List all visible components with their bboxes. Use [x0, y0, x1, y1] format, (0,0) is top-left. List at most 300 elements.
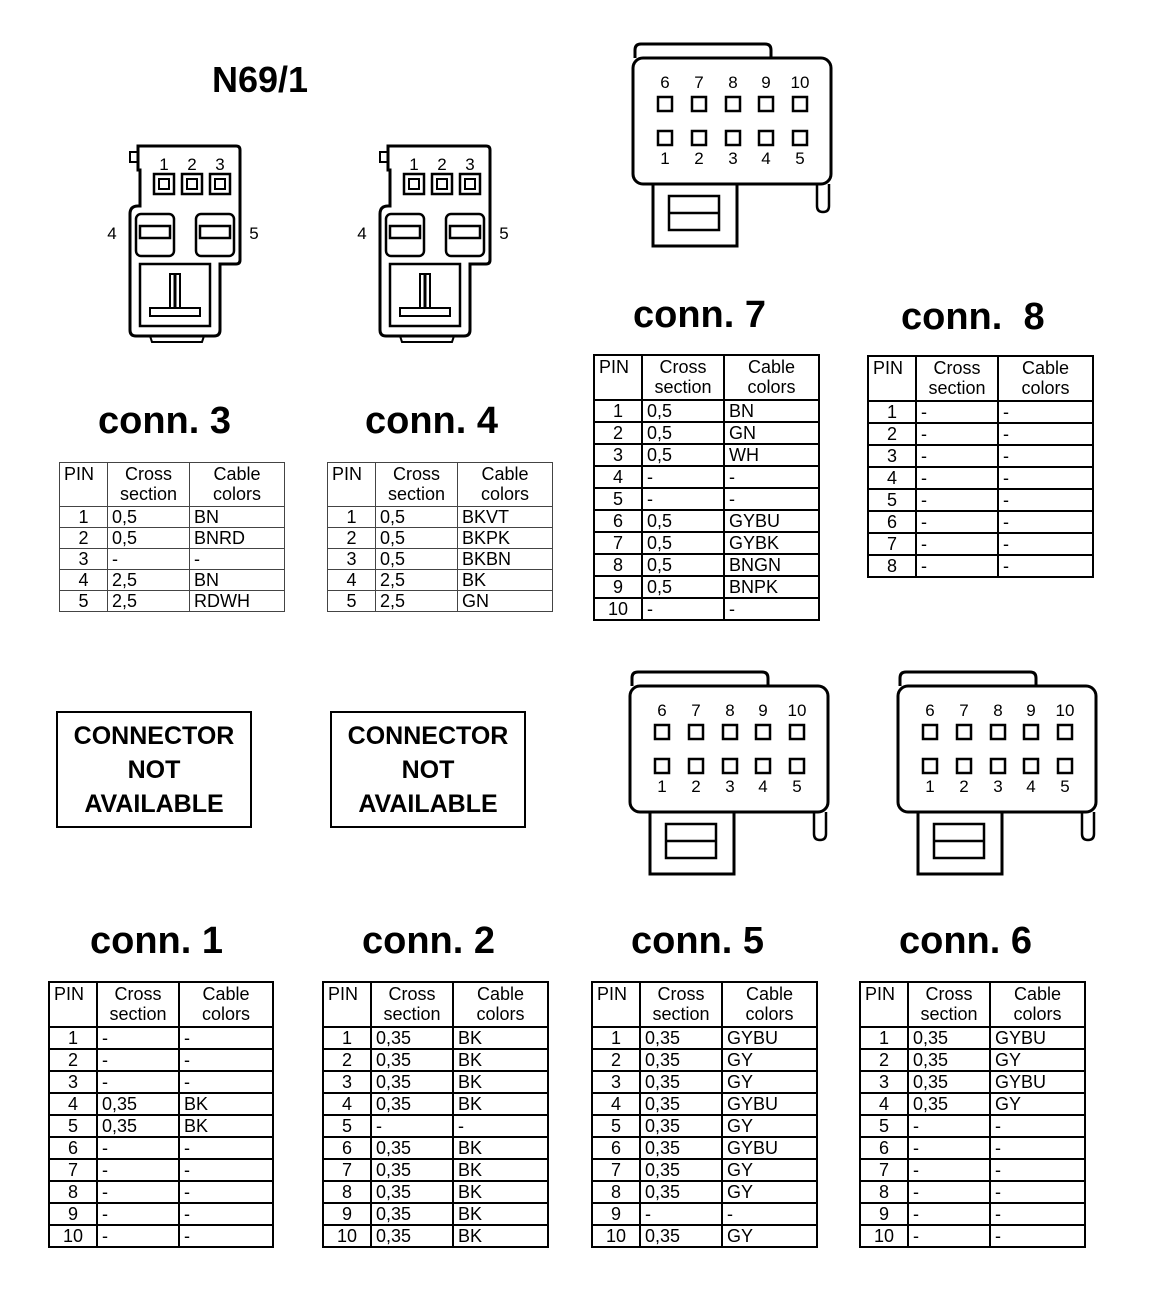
cable-color-cell: RDWH: [190, 591, 285, 612]
cross-section-cell: -: [97, 1203, 179, 1225]
cross-section-header-line2: section: [119, 484, 178, 504]
cable-color-cell: -: [990, 1181, 1085, 1203]
pin-cell: 6: [594, 510, 642, 532]
cross-section-header-line2: section: [387, 484, 446, 504]
cable-colors-header-line1: Cable: [1013, 984, 1062, 1004]
table-row: [592, 1071, 817, 1093]
pin-cell: 8: [860, 1181, 908, 1203]
cable-color-cell: -: [179, 1225, 273, 1247]
cross-section-cell: 0,35: [640, 1071, 722, 1093]
cross-section-header: [97, 982, 179, 1027]
cross-section-cell: 0,35: [640, 1159, 722, 1181]
cable-color-cell: -: [998, 511, 1093, 533]
pin-cell: 3: [868, 445, 916, 467]
cable-color-cell: GY: [722, 1181, 817, 1203]
power-pin-contact: [450, 226, 480, 238]
table-row: [592, 1093, 817, 1115]
table-row: [860, 1159, 1085, 1181]
table-row: [868, 511, 1093, 533]
table-row: [49, 1181, 273, 1203]
pin-number-label: 5: [1060, 777, 1070, 796]
table-row: [860, 1137, 1085, 1159]
cross-section-cell: -: [642, 488, 724, 510]
pin-cavity: [154, 174, 174, 194]
pin-cell: 2: [60, 528, 108, 549]
cross-section-cell: 0,35: [371, 1093, 453, 1115]
table-row: [323, 1203, 548, 1225]
table-row: [592, 1137, 817, 1159]
pin-cell: 8: [49, 1181, 97, 1203]
cross-section-cell: 0,35: [640, 1137, 722, 1159]
table-row: [49, 1115, 273, 1137]
pin-cell: 9: [323, 1203, 371, 1225]
cross-section-cell: -: [97, 1071, 179, 1093]
table-row: [49, 1027, 273, 1049]
cross-section-header-line1: Cross: [925, 984, 973, 1004]
cable-color-cell: -: [179, 1071, 273, 1093]
pin-cavity: [210, 174, 230, 194]
pin-cavity: [404, 174, 424, 194]
not-available-line3: AVAILABLE: [84, 789, 224, 818]
cable-color-cell: BK: [453, 1093, 548, 1115]
pin-header-line1: PIN: [64, 464, 95, 484]
cross-section-header-line2: section: [652, 1004, 710, 1024]
cross-section-cell: 0,35: [371, 1159, 453, 1181]
pin-cell: 4: [592, 1093, 640, 1115]
table-row: [323, 1159, 548, 1181]
pin-number-label: 6: [657, 701, 667, 720]
cable-color-cell: BKPK: [458, 528, 553, 549]
pin-cell: 5: [328, 591, 376, 612]
cable-color-cell: -: [990, 1115, 1085, 1137]
cable-color-cell: -: [179, 1203, 273, 1225]
cable-colors-header: [990, 982, 1085, 1027]
cross-section-header-line1: Cross: [114, 984, 162, 1004]
table-row: [60, 570, 285, 591]
pin-cell: 9: [49, 1203, 97, 1225]
cable-color-cell: -: [453, 1115, 548, 1137]
cable-color-cell: BK: [179, 1115, 273, 1137]
pin-cell: 1: [60, 507, 108, 528]
table-row: [60, 528, 285, 549]
pin-cell: 7: [323, 1159, 371, 1181]
cable-color-cell: -: [998, 445, 1093, 467]
cable-color-cell: GYBU: [990, 1071, 1085, 1093]
cross-section-header: [908, 982, 990, 1027]
cable-color-cell: BK: [179, 1093, 273, 1115]
pin-header: [868, 356, 916, 401]
cross-section-cell: 0,5: [376, 528, 458, 549]
cross-section-header-line2: section: [928, 378, 986, 398]
cable-colors-header-line1: Cable: [481, 464, 529, 484]
table-row: [594, 598, 819, 620]
pin-cell: 8: [323, 1181, 371, 1203]
pin-cell: 10: [860, 1225, 908, 1247]
pin-cell: 5: [49, 1115, 97, 1137]
pin-header: [323, 982, 371, 1027]
table-row: [49, 1203, 273, 1225]
cable-colors-header-line1: Cable: [745, 984, 794, 1004]
cable-color-cell: BN: [190, 570, 285, 591]
cable-colors-header-line1: Cable: [476, 984, 525, 1004]
table-row: [594, 532, 819, 554]
pin-number-label: 3: [728, 149, 738, 168]
not-available-line1: CONNECTOR: [347, 721, 509, 750]
pin-header: [594, 355, 642, 400]
conn7-title: conn. 7: [633, 294, 767, 336]
pin-number-label: 2: [959, 777, 969, 796]
pin-cell: 3: [328, 549, 376, 570]
pin-contact: [159, 179, 169, 189]
pin-cell: 1: [860, 1027, 908, 1049]
table-header-row: [60, 463, 285, 507]
cable-color-cell: BNRD: [190, 528, 285, 549]
pin-cell: 9: [592, 1203, 640, 1225]
table-row: [60, 549, 285, 570]
pin-cell: 6: [323, 1137, 371, 1159]
cross-section-cell: 0,35: [640, 1049, 722, 1071]
table-row: [323, 1093, 548, 1115]
connector-drawing-3: [100, 140, 270, 345]
connector-drawing-5: [622, 668, 837, 883]
pin-cell: 4: [594, 466, 642, 488]
pin-cavity: [432, 174, 452, 194]
table-row: [860, 1225, 1085, 1247]
table-row: [323, 1071, 548, 1093]
pin-cell: 5: [323, 1115, 371, 1137]
conn3-title: conn. 3: [98, 400, 232, 442]
pin-cell: 1: [868, 401, 916, 423]
cable-color-cell: -: [998, 401, 1093, 423]
pin-cell: 1: [328, 507, 376, 528]
pin-cell: 10: [594, 598, 642, 620]
cable-color-cell: BNPK: [724, 576, 819, 598]
cable-color-cell: -: [724, 488, 819, 510]
cable-color-cell: GYBU: [724, 510, 819, 532]
table-row: [594, 400, 819, 422]
pin-header: [328, 463, 376, 507]
cable-color-cell: BK: [458, 570, 553, 591]
cross-section-cell: 2,5: [108, 570, 190, 591]
pin-cell: 7: [592, 1159, 640, 1181]
cross-section-cell: -: [908, 1115, 990, 1137]
cable-color-cell: -: [724, 598, 819, 620]
pin-cell: 8: [868, 555, 916, 577]
table-row: [860, 1027, 1085, 1049]
cross-section-cell: -: [916, 489, 998, 511]
conn3-table: [59, 462, 285, 612]
cross-section-cell: 0,35: [640, 1115, 722, 1137]
cable-colors-header: [458, 463, 553, 507]
pin-cell: 10: [592, 1225, 640, 1247]
cable-color-cell: -: [998, 423, 1093, 445]
cable-color-cell: GN: [458, 591, 553, 612]
cable-color-cell: BKVT: [458, 507, 553, 528]
pin-cell: 6: [592, 1137, 640, 1159]
pin-cell: 8: [594, 554, 642, 576]
table-row: [594, 422, 819, 444]
cross-section-cell: -: [916, 467, 998, 489]
pin-cell: 3: [323, 1071, 371, 1093]
cross-section-header-line2: section: [109, 1004, 167, 1024]
pin-number-label: 3: [215, 155, 225, 174]
pin-cell: 1: [49, 1027, 97, 1049]
pin-contact: [187, 179, 197, 189]
not-available-line3: AVAILABLE: [358, 789, 498, 818]
cross-section-header: [376, 463, 458, 507]
cross-section-header-line1: Cross: [392, 464, 440, 484]
rear-frame: [635, 44, 771, 58]
cable-color-cell: BK: [453, 1027, 548, 1049]
not-available-line1: CONNECTOR: [73, 721, 235, 750]
cross-section-cell: -: [908, 1203, 990, 1225]
pin-number-label: 7: [691, 701, 701, 720]
pin-number-label: 4: [761, 149, 771, 168]
table-row: [323, 1115, 548, 1137]
table-row: [592, 1203, 817, 1225]
table-header-row: [323, 982, 548, 1027]
pin-cell: 6: [49, 1137, 97, 1159]
cable-color-cell: -: [179, 1181, 273, 1203]
pin-number-label: 6: [925, 701, 935, 720]
pin-number-label: 1: [657, 777, 667, 796]
table-row: [323, 1225, 548, 1247]
cross-section-cell: -: [97, 1027, 179, 1049]
cross-section-cell: 0,5: [376, 549, 458, 570]
pin-number-label: 3: [465, 155, 475, 174]
table-row: [49, 1159, 273, 1181]
pin-cavity: [460, 174, 480, 194]
table-row: [594, 466, 819, 488]
cable-color-cell: -: [179, 1137, 273, 1159]
table-row: [868, 489, 1093, 511]
cable-colors-header-line2: colors: [745, 1004, 794, 1024]
lock-housing: [653, 184, 737, 246]
table-row: [594, 510, 819, 532]
table-row: [328, 570, 553, 591]
conn6-table: [859, 981, 1086, 1248]
cable-colors-header: [998, 356, 1093, 401]
pin-cell: 3: [49, 1071, 97, 1093]
cross-section-cell: -: [371, 1115, 453, 1137]
cable-color-cell: GY: [990, 1093, 1085, 1115]
cable-color-cell: BKBN: [458, 549, 553, 570]
cross-section-cell: -: [916, 533, 998, 555]
lock-base: [400, 308, 450, 316]
cross-section-cell: 0,35: [371, 1049, 453, 1071]
cross-section-header-line1: Cross: [933, 358, 981, 378]
table-row: [323, 1027, 548, 1049]
pin-cell: 2: [860, 1049, 908, 1071]
not-available-box-2: [330, 711, 526, 828]
lock-housing: [918, 812, 1002, 874]
cable-colors-header-line2: colors: [1021, 378, 1070, 398]
cross-section-cell: -: [908, 1181, 990, 1203]
cross-section-cell: 0,35: [908, 1093, 990, 1115]
table-row: [328, 591, 553, 612]
side-latch: [1082, 812, 1094, 840]
cross-section-cell: -: [97, 1049, 179, 1071]
table-row: [592, 1115, 817, 1137]
pin-number-label: 7: [694, 73, 704, 92]
cross-section-cell: -: [642, 598, 724, 620]
cross-section-header-line1: Cross: [124, 464, 172, 484]
connector-drawing-7: [625, 40, 840, 255]
not-available-line2: NOT: [127, 755, 181, 784]
cable-color-cell: -: [990, 1203, 1085, 1225]
pin-cell: 9: [594, 576, 642, 598]
pin-cell: 1: [592, 1027, 640, 1049]
cross-section-cell: -: [916, 401, 998, 423]
cross-section-cell: -: [908, 1159, 990, 1181]
connector-drawing-4: [350, 140, 520, 345]
cross-section-cell: 2,5: [108, 591, 190, 612]
cable-colors-header-line2: colors: [747, 377, 796, 397]
cross-section-cell: -: [916, 423, 998, 445]
cross-section-cell: 0,35: [371, 1181, 453, 1203]
cross-section-header: [640, 982, 722, 1027]
cross-section-cell: 0,35: [640, 1027, 722, 1049]
pin-number-label: 10: [787, 701, 807, 720]
cross-section-cell: -: [97, 1159, 179, 1181]
pin-number-label: 4: [1026, 777, 1036, 796]
table-header-row: [592, 982, 817, 1027]
pin-cell: 10: [323, 1225, 371, 1247]
pin-cell: 4: [328, 570, 376, 591]
cable-color-cell: GYBU: [990, 1027, 1085, 1049]
lock-housing: [650, 812, 734, 874]
cross-section-cell: -: [97, 1137, 179, 1159]
conn8-title: conn. 8: [901, 296, 1045, 338]
pin-number-label: 8: [993, 701, 1003, 720]
pin-header: [592, 982, 640, 1027]
pin-number-label: 1: [409, 155, 419, 174]
cable-color-cell: GY: [722, 1115, 817, 1137]
cross-section-cell: -: [97, 1225, 179, 1247]
pin-cell: 1: [323, 1027, 371, 1049]
side-latch: [817, 184, 829, 212]
cable-color-cell: -: [179, 1159, 273, 1181]
cable-color-cell: -: [998, 467, 1093, 489]
cross-section-cell: 0,35: [640, 1225, 722, 1247]
pin-number-label: 2: [694, 149, 704, 168]
table-row: [49, 1225, 273, 1247]
pin-cell: 7: [868, 533, 916, 555]
cross-section-cell: -: [916, 445, 998, 467]
cross-section-header-line1: Cross: [388, 984, 436, 1004]
pin-number-label: 8: [728, 73, 738, 92]
power-pin-contact: [390, 226, 420, 238]
pin-header: [860, 982, 908, 1027]
cross-section-cell: 0,5: [642, 400, 724, 422]
not-available-line2: NOT: [401, 755, 455, 784]
cross-section-header: [371, 982, 453, 1027]
pin-number-label: 4: [107, 224, 117, 243]
cable-colors-header-line1: Cable: [213, 464, 261, 484]
pin-header-line1: PIN: [54, 984, 85, 1004]
cable-color-cell: BK: [453, 1225, 548, 1247]
cable-color-cell: -: [998, 533, 1093, 555]
cable-colors-header-line1: Cable: [747, 357, 796, 377]
cable-color-cell: WH: [724, 444, 819, 466]
pin-header-line1: PIN: [328, 984, 359, 1004]
table-row: [594, 576, 819, 598]
table-row: [860, 1181, 1085, 1203]
pin-number-label: 4: [357, 224, 367, 243]
rear-frame: [632, 672, 768, 686]
cross-section-cell: 0,5: [642, 554, 724, 576]
cable-color-cell: BN: [724, 400, 819, 422]
pin-header-line1: PIN: [865, 984, 896, 1004]
cable-color-cell: GYBU: [722, 1137, 817, 1159]
cable-color-cell: -: [990, 1137, 1085, 1159]
pin-cell: 5: [868, 489, 916, 511]
pin-number-label: 9: [758, 701, 768, 720]
side-latch: [814, 812, 826, 840]
pin-cell: 5: [60, 591, 108, 612]
pin-number-label: 3: [993, 777, 1003, 796]
table-row: [328, 528, 553, 549]
table-row: [860, 1071, 1085, 1093]
conn8-table: [867, 355, 1094, 578]
pin-header: [49, 982, 97, 1027]
cable-colors-header: [453, 982, 548, 1027]
pin-number-label: 3: [725, 777, 735, 796]
pin-cell: 3: [860, 1071, 908, 1093]
cable-color-cell: -: [990, 1159, 1085, 1181]
table-row: [49, 1137, 273, 1159]
cross-section-cell: 0,35: [371, 1203, 453, 1225]
table-row: [594, 444, 819, 466]
not-available-box-1: [56, 711, 252, 828]
cable-color-cell: GY: [990, 1049, 1085, 1071]
cross-section-cell: 0,35: [97, 1093, 179, 1115]
pin-contact: [437, 179, 447, 189]
cable-colors-header-line2: colors: [1013, 1004, 1062, 1024]
pin-number-label: 5: [249, 224, 259, 243]
cable-colors-header-line2: colors: [476, 1004, 525, 1024]
cable-color-cell: GY: [722, 1049, 817, 1071]
pin-cavity: [182, 174, 202, 194]
table-row: [868, 401, 1093, 423]
conn2-table: [322, 981, 549, 1248]
pin-cell: 2: [868, 423, 916, 445]
pin-cell: 5: [594, 488, 642, 510]
pin-number-label: 5: [792, 777, 802, 796]
cross-section-cell: 0,5: [642, 444, 724, 466]
table-row: [868, 423, 1093, 445]
pin-number-label: 2: [691, 777, 701, 796]
cross-section-cell: -: [108, 549, 190, 570]
pin-cell: 2: [592, 1049, 640, 1071]
table-row: [860, 1203, 1085, 1225]
cross-section-cell: 0,5: [108, 528, 190, 549]
conn5-table: [591, 981, 818, 1248]
table-row: [860, 1115, 1085, 1137]
cross-section-cell: 0,35: [640, 1181, 722, 1203]
cross-section-cell: -: [916, 511, 998, 533]
cross-section-cell: 2,5: [376, 591, 458, 612]
cross-section-cell: 0,5: [642, 532, 724, 554]
cross-section-cell: -: [97, 1181, 179, 1203]
cross-section-cell: 0,35: [908, 1027, 990, 1049]
connector-drawing-6: [890, 668, 1105, 883]
table-row: [328, 507, 553, 528]
cross-section-cell: 0,5: [642, 576, 724, 598]
cross-section-cell: -: [908, 1137, 990, 1159]
cross-section-cell: -: [640, 1203, 722, 1225]
cable-color-cell: -: [179, 1027, 273, 1049]
